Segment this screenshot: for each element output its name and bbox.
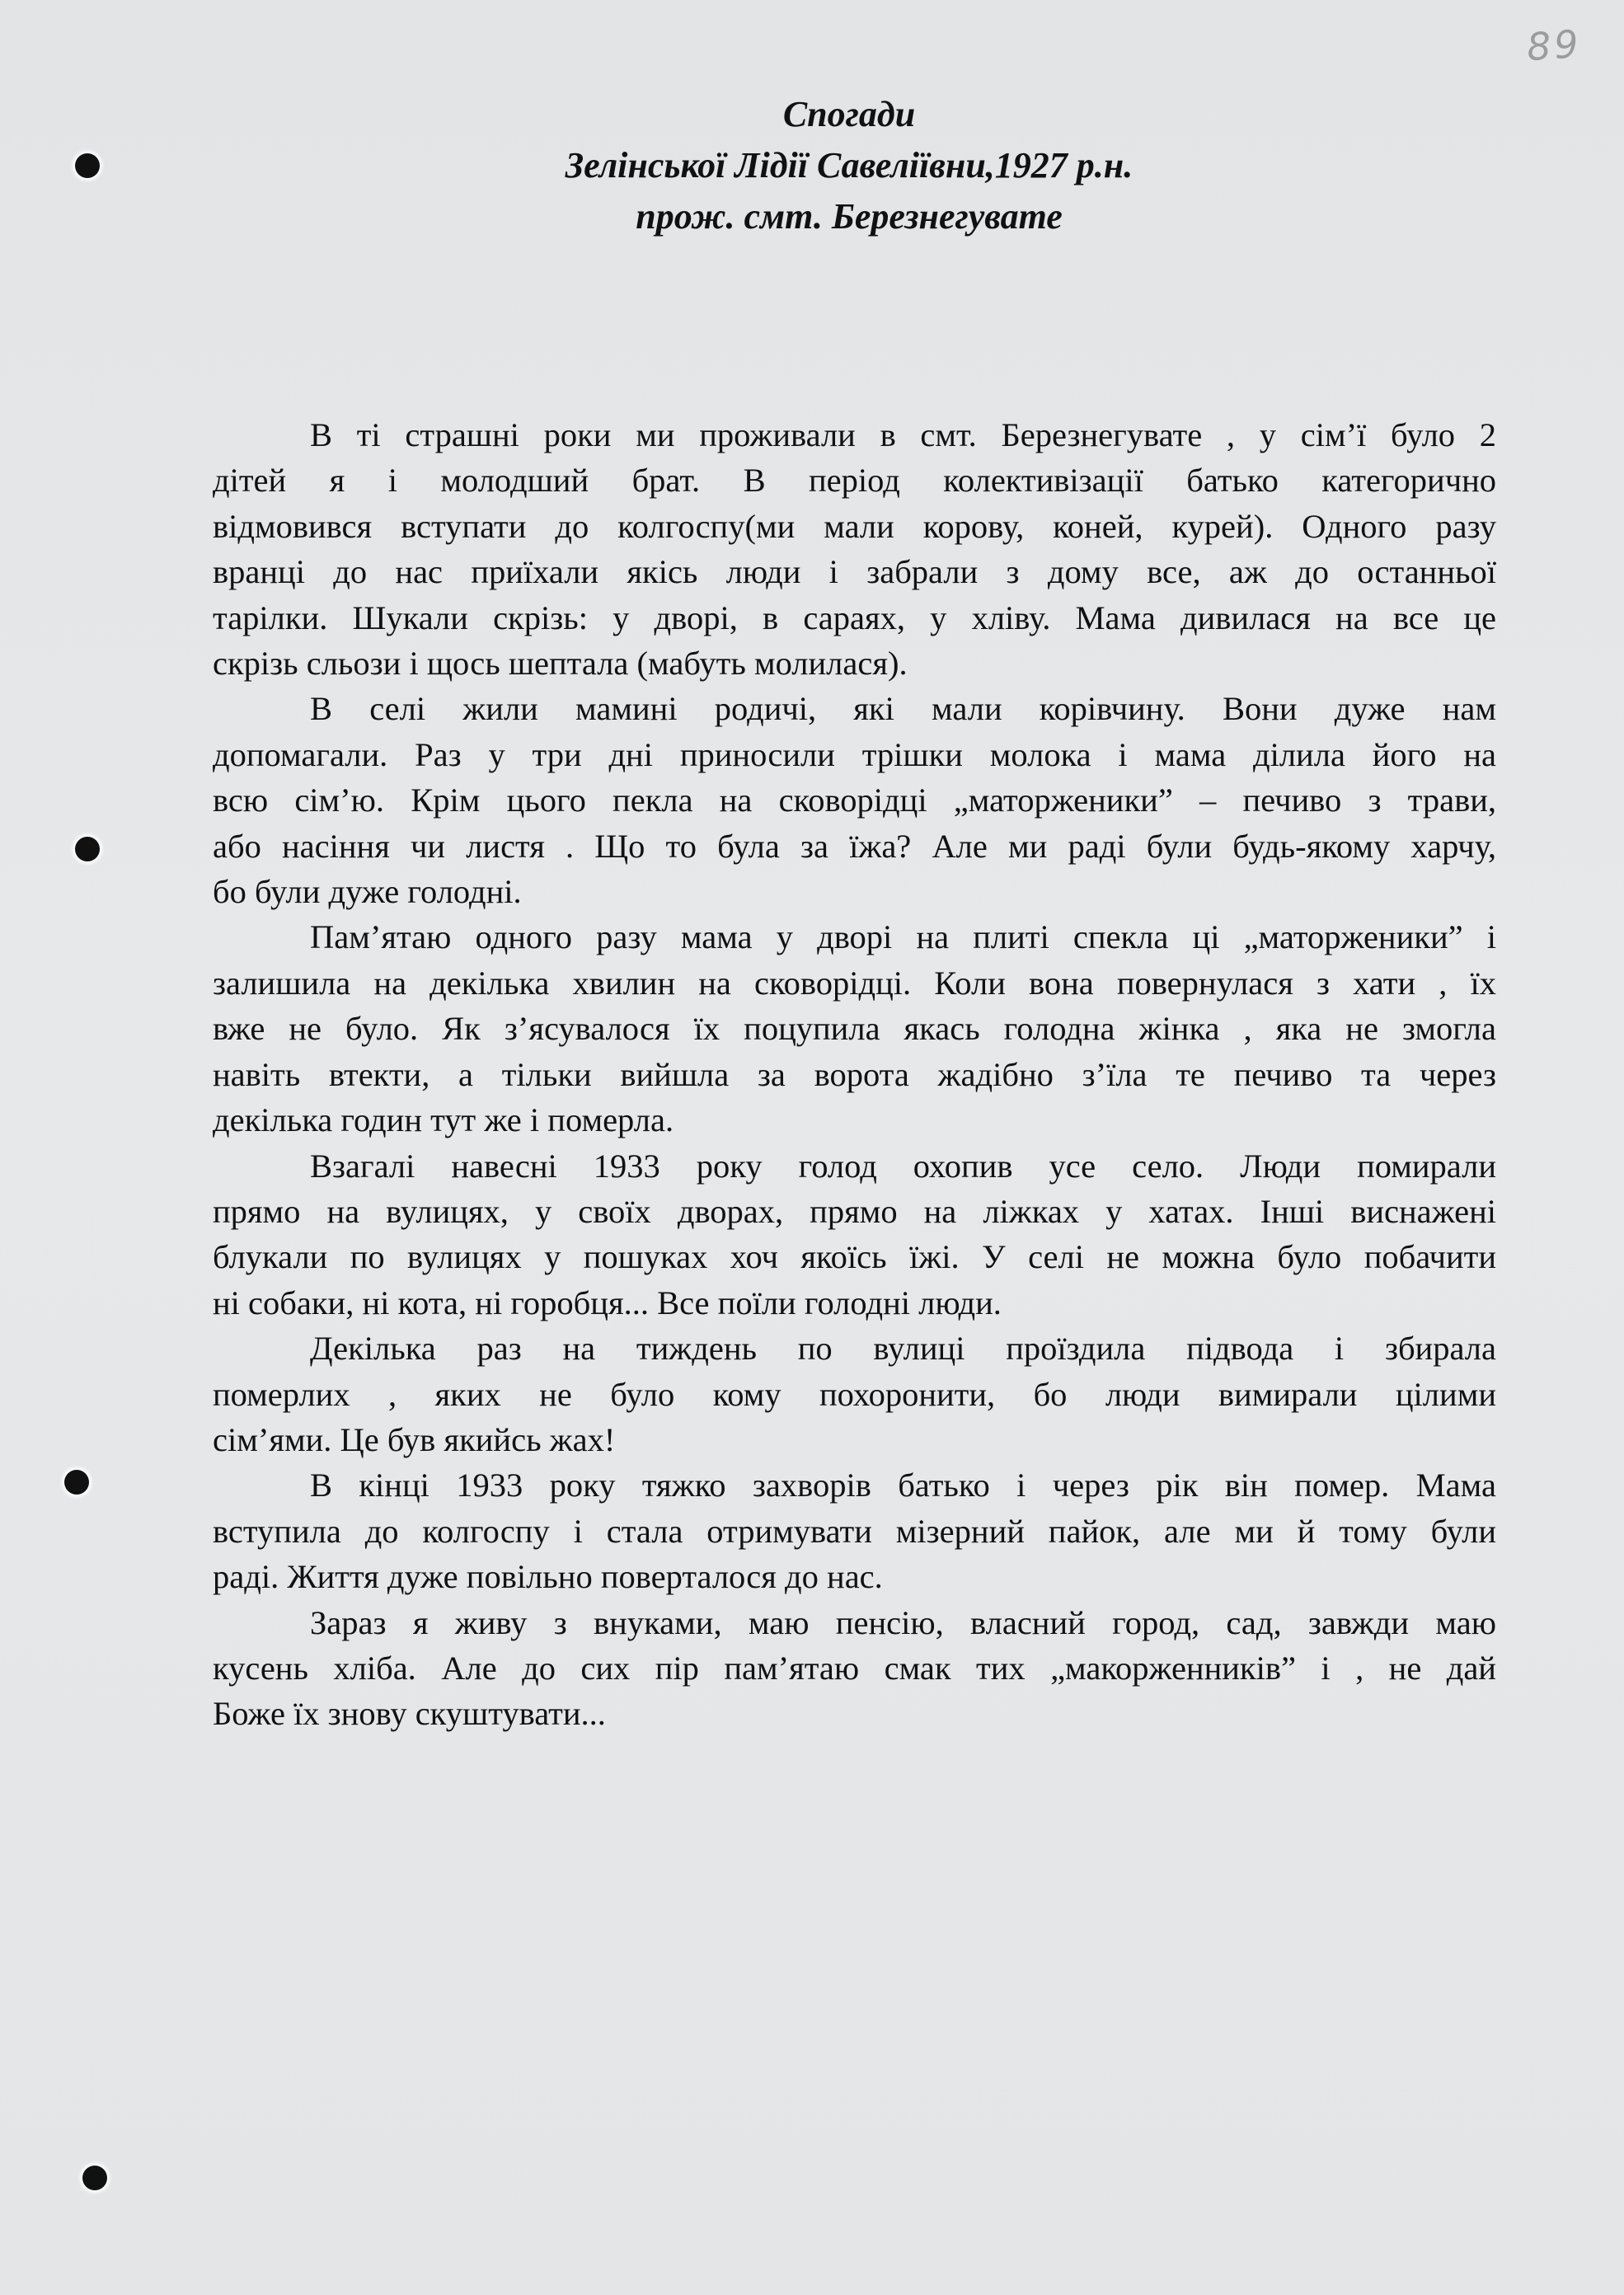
text-line: Взагалі навесні 1933 року голод охопив усе село. Люди помирали xyxy=(310,1147,1496,1185)
document-body xyxy=(213,412,1496,1737)
paragraph xyxy=(213,1462,1496,1599)
text-line: померлих , яких не було кому похоронити, бо люди вимирали цілими xyxy=(213,1375,1496,1413)
text-line: вступила до колгоспу і стала отримувати мізерний пайок, але ми й тому були xyxy=(213,1512,1496,1550)
text-line: Пам’ятаю одного разу мама у дворі на плиті спекла ці „маторженики” і xyxy=(310,918,1496,956)
text-line: В кінці 1933 року тяжко захворів батько і через рік він помер. Мама xyxy=(310,1467,1496,1504)
text-line: Боже їх знову скуштувати... xyxy=(213,1695,606,1733)
title-heading: Спогади xyxy=(782,94,916,134)
title-residence: прож. смт. Березнегувате xyxy=(636,196,1063,237)
paragraph xyxy=(213,686,1496,914)
text-line: дітей я і молодший брат. В період колективізації батько категорично xyxy=(213,462,1496,500)
text-line: Зараз я живу з внуками, маю пенсію, власний город, сад, завжди маю xyxy=(310,1603,1496,1641)
text-line: допомагали. Раз у три дні приносили трішки молока і мама ділила його на xyxy=(213,735,1496,773)
text-line: В ті страшні роки ми проживали в смт. Березнегувате , у сім’ї було 2 xyxy=(310,416,1496,453)
paragraph xyxy=(213,1143,1496,1326)
text-line: декілька годин тут же і померла. xyxy=(213,1101,674,1139)
text-line: вранці до нас приїхали якісь люди і забрали з дому все, аж до останньої xyxy=(213,553,1496,591)
paragraph xyxy=(213,1600,1496,1737)
text-line: раді. Життя дуже повільно поверталося до нас. xyxy=(213,1558,883,1596)
paragraph xyxy=(213,914,1496,1143)
text-line: всю сім’ю. Крім цього пекла на сковорідці „маторженики” – печиво з трави, xyxy=(213,781,1496,819)
handwritten-page-number: 89 xyxy=(1525,21,1584,70)
text-line: В селі жили мамині родичі, які мали корівчину. Вони дуже нам xyxy=(310,690,1496,728)
text-line: ні собаки, ні кота, ні горобця... Все поїли голодні люди. xyxy=(213,1284,1002,1321)
text-line: залишила на декілька хвилин на сковорідці. Коли вона повернулася з хати , їх xyxy=(213,964,1496,1002)
text-line: або насіння чи листя . Що то була за їжа? Але ми раді були будь-якому харчу, xyxy=(213,827,1496,865)
paragraph xyxy=(213,1326,1496,1462)
punch-hole-icon xyxy=(64,1470,89,1495)
text-line: Декілька раз на тиждень по вулиці проїздила підвода і збирала xyxy=(310,1330,1496,1368)
text-line: тарілки. Шукали скрізь: у дворі, в сараях, у хліву. Мама дивилася на все це xyxy=(213,598,1496,636)
paragraph xyxy=(213,412,1496,686)
text-line: блукали по вулицях у пошуках хоч якоїсь їжі. У селі не можна було побачити xyxy=(213,1238,1496,1276)
document-title xyxy=(0,89,1624,242)
title-author: Зелінської Лідії Савеліївни,1927 р.н. xyxy=(565,145,1134,185)
text-line: скрізь сльози і щось шептала (мабуть молилася). xyxy=(213,645,908,683)
punch-hole-icon xyxy=(75,837,100,861)
text-line: кусень хліба. Але до сих пір пам’ятаю смак тих „макорженників” і , не дай xyxy=(213,1649,1496,1687)
text-line: прямо на вулицях, у своїх дворах, прямо на ліжках у хатах. Інші виснажені xyxy=(213,1192,1496,1230)
text-line: вже не було. Як з’ясувалося їх поцупила якась голодна жінка , яка не змогла xyxy=(213,1010,1496,1048)
text-line: відмовився вступати до колгоспу(ми мали корову, коней, курей). Одного разу xyxy=(213,507,1496,545)
text-line: навіть втекти, а тільки вийшла за ворота жадібно з’їла те печиво та через xyxy=(213,1055,1496,1093)
text-line: бо були дуже голодні. xyxy=(213,873,522,911)
text-line: сім’ями. Це був якийсь жах! xyxy=(213,1420,616,1458)
punch-hole-icon xyxy=(82,2166,107,2190)
